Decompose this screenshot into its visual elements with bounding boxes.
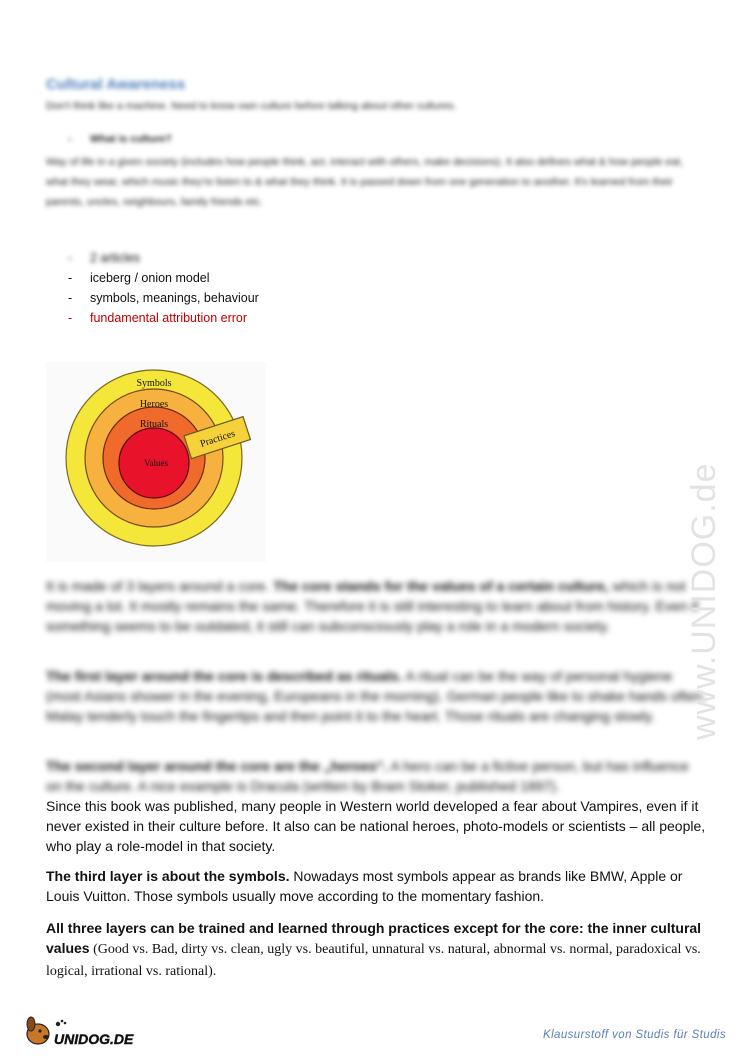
list-item-text: iceberg / onion model <box>90 271 210 285</box>
bullet-dash: - <box>68 291 73 305</box>
rituals-label: Rituals <box>139 419 169 430</box>
heroes-rest-text: A hero can be a fictive person, but has influence on the culture. A nice example is Dracula (written by Bram Stoker, published 1897). <box>46 758 689 794</box>
practices-bold-text: All three layers can be trained and learned through practices except for the core: the inner cultural values <box>46 920 702 956</box>
paragraph-heroes-blurred <box>46 756 706 796</box>
list-item <box>68 268 259 288</box>
unidog-logo <box>22 1012 157 1048</box>
page-title: Cultural Awareness <box>46 76 186 93</box>
rituals-bold-text: The first layer around the core is described as rituals. <box>46 668 403 684</box>
bullet-dash: - <box>68 271 73 285</box>
bullet-dash: - <box>68 251 73 265</box>
heroes-bold-text: The second layer around the core are the „heroes“. <box>46 758 388 774</box>
list-item <box>68 248 259 268</box>
intro-text: Don't think like a machine. Need to know own culture before talking about other cultures. <box>46 100 457 112</box>
rituals-rest-text: A ritual can be the way of personal hygiene (most Asians shower in the evening, Europeans in the morning). German people like to shake hands often, Malay tenderly touch the fingertips and then point it to the heart. Those rituals are changing slowly. <box>46 668 706 724</box>
heroes-visible-text: Since this book was published, many people in Western world developed a fear about Vampires, even if it never existed in their culture before. It also can be national heroes, photo-models or scientists – all people, who play a role-model in that society. <box>46 798 706 854</box>
logo-text: UNIDOG.DE <box>54 1031 134 1047</box>
core-rest-text: which is not moving a lot. It mostly remains the same. Therefore it is still interesting to learn about from history. Even if something seems to be outdated, it still can subconsciously play a role in a modern society. <box>46 578 699 634</box>
watermark-text: www.UNIDOG.de <box>685 462 723 740</box>
bullet-dash: - <box>68 311 73 325</box>
watermark <box>685 270 725 740</box>
practices-rest-text: (Good vs. Bad, dirty vs. clean, ugly vs. beautiful, unnatural vs. natural, abnormal vs. normal, paradoxical vs. logical, irrational vs. rational). <box>46 942 701 979</box>
paw-icon <box>56 1020 67 1026</box>
heroes-label: Heroes <box>139 399 169 410</box>
paragraph-rituals <box>46 666 706 726</box>
question-label: What is culture? <box>90 133 172 145</box>
bullet-dash: - <box>68 133 72 145</box>
paragraph-practices <box>46 918 706 982</box>
topic-list <box>68 248 259 328</box>
onion-model-diagram <box>46 362 266 562</box>
culture-definition: Way of life in a given society (includes how people think, act, interact with others, make decisions). It also defines what & how people eat, what they wear, which music they're listen to & what they think. It is passed down from one generation to another. It's learned from their parents, uncles, neighbours, family friends etc. <box>46 156 683 208</box>
footer-tagline: Klausurstoff von Studis für Studis <box>543 1029 726 1041</box>
practices-label: Practices <box>198 428 237 450</box>
symbols-rest-text: Nowadays most symbols appear as brands like BMW, Apple or Louis Vuitton. Those symbols usually move according to the momentary fashion. <box>46 868 683 904</box>
symbols-label: Symbols <box>136 378 172 389</box>
paragraph-heroes <box>46 796 706 856</box>
paragraph-symbols <box>46 866 706 906</box>
dog-icon <box>27 1017 49 1044</box>
core-plain-text: It is made of 3 layers around a core. <box>46 578 274 594</box>
list-item-text: 2 articles <box>90 251 141 265</box>
list-item-text: symbols, meanings, behaviour <box>90 291 259 305</box>
symbols-bold-text: The third layer is about the symbols. <box>46 868 290 884</box>
list-item-highlight <box>68 308 259 328</box>
paragraph-core <box>46 576 706 636</box>
core-bold-text: The core stands for the values of a certain culture, <box>273 578 609 594</box>
list-item-text: fundamental attribution error <box>90 311 248 325</box>
question-heading <box>68 133 172 145</box>
values-label: Values <box>144 458 168 468</box>
list-item <box>68 288 259 308</box>
